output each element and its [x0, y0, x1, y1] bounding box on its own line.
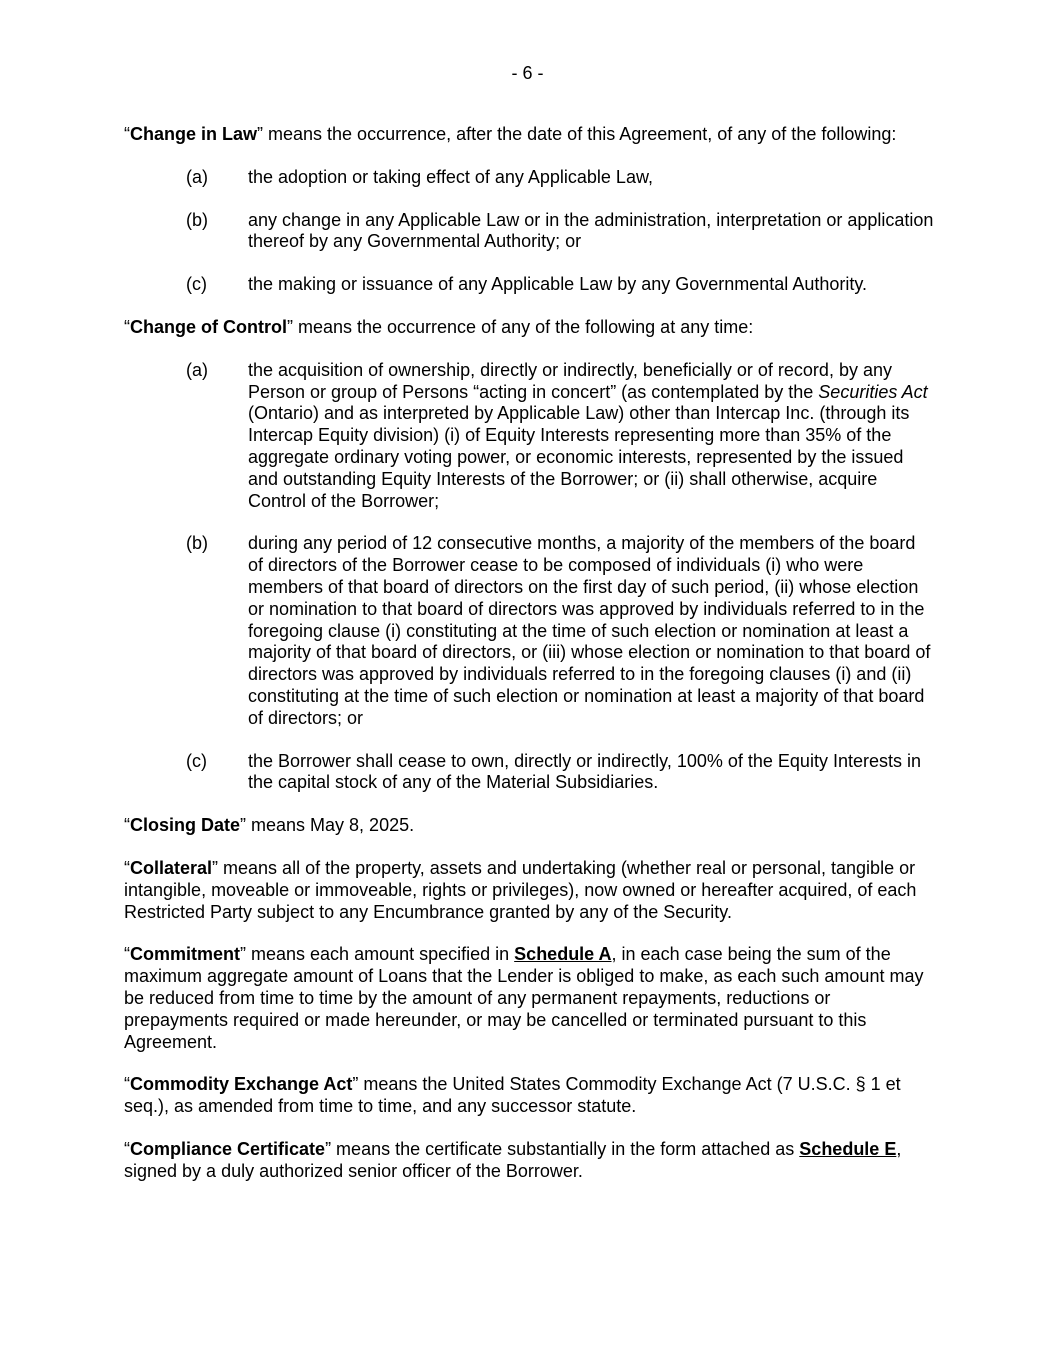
definition-text: , signed by a duly authorized senior officer of the Borrower.: [124, 1138, 902, 1181]
definition-text: ” means all of the property, assets and undertaking (whether real or personal, tangible or intangible, moveable or immoveable, rights or privileges), now owned or hereafter acquired, of each Restricted Party subject to any Encumbrance granted by any of the Security.: [124, 857, 917, 922]
definition-collateral: [124, 858, 934, 923]
defined-term: Change of Control: [130, 316, 287, 337]
list-item: [124, 274, 934, 296]
page-number: - 6 -: [511, 63, 544, 83]
definition-text: ” means the United States Commodity Exchange Act (7 U.S.C. § 1 et seq.), as amended from time to time, and any successor statute.: [124, 1074, 901, 1117]
schedule-a-reference: Schedule A: [514, 944, 612, 965]
definition-change-in-law: [124, 124, 934, 146]
document-body: [124, 124, 934, 1203]
list-item: [124, 167, 934, 189]
definition-text: ” means the occurrence of any of the following at any time:: [286, 316, 754, 337]
definition-text: ” means the occurrence, after the date of this Agreement, of any of the following:: [257, 124, 897, 144]
definition-compliance-certificate: [124, 1139, 934, 1183]
list-label: (b): [186, 533, 208, 554]
list-text: during any period of 12 consecutive months, a majority of the members of the board of directors of the Borrower cease to be composed of individuals (i) who were members of that board of directors on the first day of such period, (ii) whose election or nomination to that board of directors was approved by individuals referred to in the foregoing clause (i) constituting at the time of such election or nomination at least a majority of that board of directors, or (iii) whose election or nomination to that board of directors was approved by individuals referred to in the foregoing clauses (i) and (ii) constituting at the time of such election or nomination at least a majority of that board of directors; or: [248, 533, 931, 728]
defined-term: Commitment: [130, 944, 241, 965]
list-item: [124, 533, 934, 729]
list-item: [124, 210, 934, 254]
list-text: the Borrower shall cease to own, directly or indirectly, 100% of the Equity Interests in the capital stock of any of the Material Subsidiaries.: [248, 750, 921, 793]
list-text: the acquisition of ownership, directly or indirectly, beneficially or of record, by any Person or group of Persons “acting in concert” (as contemplated by the: [248, 359, 892, 402]
defined-term: Change in Law: [130, 124, 258, 144]
list-label: (c): [186, 274, 207, 295]
list-item: [124, 751, 934, 795]
list-text: any change in any Applicable Law or in the administration, interpretation or application thereof by any Governmental Authority; or: [248, 209, 934, 252]
list-label: (c): [186, 750, 207, 771]
definition-change-of-control: [124, 317, 934, 339]
schedule-e-reference: Schedule E: [799, 1138, 897, 1159]
statute-name: Securities Act: [818, 381, 928, 402]
list-label: (a): [186, 359, 208, 380]
definition-text: , in each case being the sum of the maximum aggregate amount of Loans that the Lender is obliged to make, as each such amount may be reduced from time to time by the amount of any permanent repayments, reductions or prepayments required or made hereunder, or may be cancelled or terminated pursuant to this Agreement.: [124, 944, 924, 1052]
quote-open: “: [124, 316, 130, 337]
list-item: [124, 360, 934, 513]
definition-text: ” means each amount specified in: [240, 944, 515, 965]
definition-commodity-exchange-act: [124, 1074, 934, 1118]
definition-text: ” means the certificate substantially in the form attached as: [325, 1138, 800, 1159]
definition-closing-date: [124, 815, 934, 837]
list-text: (Ontario) and as interpreted by Applicable Law) other than Intercap Inc. (through its Intercap Equity division) (i) of Equity Interests representing more than 35% of the aggregate ordinary voting power, or economic interests, represented by the issued and outstanding Equity Interests of the Borrower; or (ii) shall otherwise, acquire Control of the Borrower;: [248, 403, 910, 511]
quote-open: “: [124, 857, 130, 878]
definition-commitment: [124, 944, 934, 1053]
list-text: the making or issuance of any Applicable Law by any Governmental Authority.: [248, 274, 868, 295]
defined-term: Compliance Certificate: [130, 1138, 326, 1159]
list-text: the adoption or taking effect of any Applicable Law,: [248, 166, 653, 187]
quote-open: “: [124, 1074, 130, 1095]
quote-open: “: [124, 124, 130, 144]
list-label: (a): [186, 166, 208, 187]
defined-term: Commodity Exchange Act: [130, 1074, 353, 1095]
defined-term: Closing Date: [130, 815, 241, 836]
defined-term: Collateral: [130, 857, 213, 878]
quote-open: “: [124, 815, 130, 836]
definition-text: ” means May 8, 2025.: [240, 815, 415, 836]
quote-open: “: [124, 1138, 130, 1159]
list-label: (b): [186, 209, 208, 230]
quote-open: “: [124, 944, 130, 965]
